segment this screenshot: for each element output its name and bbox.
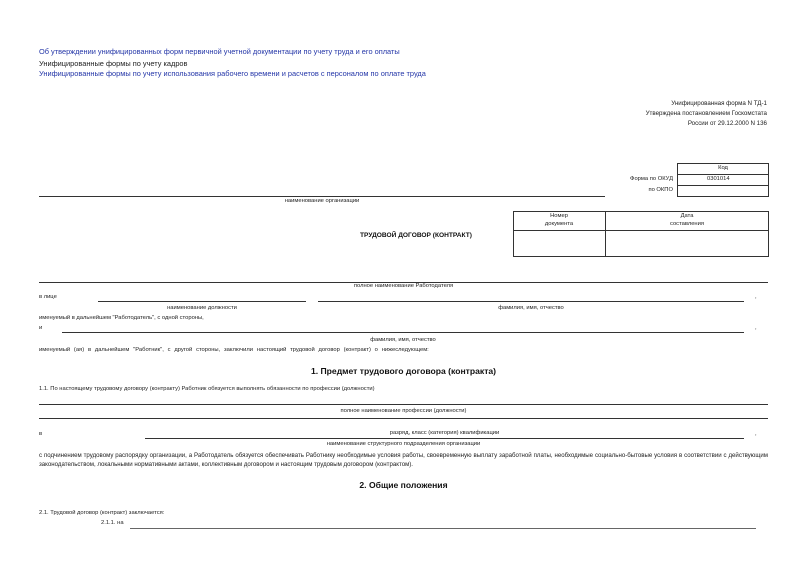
referred-worker: именуемый (ая) в дальнейшем "Работник", с другой стороны, заключили настоящий трудовой договор (контракт) о нижеследующем: — [39, 347, 429, 353]
unit-caption: наименование структурного подразделения организации — [326, 441, 481, 447]
obligations-paragraph: с подчинением трудовому распорядку организации, а Работодатель обязуется обеспечивать Работнику необходимые условия работы, своевременную выплату заработной платы, необходимые социально-бытовые условия в соответствии с действующим законодательством, локальными нормативными актами, коллективным договором и настоящим трудовым договором (контрактом). — [39, 452, 768, 468]
term-field[interactable] — [130, 528, 756, 529]
referred-employer: именуемый в дальнейшем "Работодатель", с одной стороны, — [39, 315, 204, 321]
profession-field-1[interactable] — [39, 404, 768, 405]
rank-caption: разряд, класс (категория) квалификации — [389, 430, 500, 436]
comma-3: , — [755, 431, 757, 437]
link-worktime-forms[interactable]: Унифицированные формы по учету использования рабочего времени и расчетов с персоналом по оплате труда — [39, 69, 426, 78]
rep-name-caption: фамилия, имя, отчество — [498, 305, 564, 311]
worker-name-caption: фамилия, имя, отчество — [370, 337, 436, 343]
section-1-heading: 1. Предмет трудового договора (контракта) — [310, 366, 497, 376]
doc-number-cell[interactable] — [514, 232, 604, 256]
position-field[interactable] — [98, 301, 306, 302]
in-label: в — [39, 431, 43, 437]
doc-date-header-2: составления — [669, 221, 705, 227]
position-caption: наименование должности — [167, 305, 237, 311]
okud-label: Форма по ОКУД — [630, 176, 673, 182]
approval-date: России от 29.12.2000 N 136 — [687, 120, 767, 127]
okpo-label: по ОКПО — [648, 187, 673, 193]
org-field[interactable] — [39, 196, 605, 197]
item-2-1: 2.1. Трудовой договор (контракт) заключается: — [39, 510, 165, 516]
okud-value: 0301014 — [707, 176, 730, 182]
item-2-1-1: 2.1.1. на — [101, 520, 124, 526]
approval-line: Утверждена постановлением Госкомстата — [645, 110, 767, 117]
in-person-label: в лице — [39, 294, 57, 300]
link-hr-forms[interactable]: Унифицированные формы по учету кадров — [39, 59, 188, 68]
doc-number-header-2: документа — [544, 221, 574, 227]
doc-number-header: Номер — [550, 213, 568, 219]
profession-caption: полное наименование профессии (должности) — [340, 408, 467, 414]
link-approval-forms[interactable]: Об утверждении унифицированных форм первичной учетной документации по учету труда и его оплаты — [39, 47, 400, 56]
section-2-heading: 2. Общие положения — [359, 480, 448, 490]
comma-2: , — [755, 325, 757, 331]
rep-name-field[interactable] — [318, 301, 744, 302]
item-1-1: 1.1. По настоящему трудовому договору (контракту) Работник обязуется выполнять обязанности по профессии (должности) — [39, 386, 375, 392]
worker-name-field[interactable] — [62, 332, 744, 333]
org-caption: наименование организации — [284, 198, 360, 204]
contract-title: ТРУДОВОЙ ДОГОВОР (КОНТРАКТ) — [360, 232, 472, 239]
rank-field[interactable] — [145, 438, 744, 439]
code-header: Код — [718, 165, 728, 171]
profession-field-2[interactable] — [39, 418, 768, 419]
doc-date-cell[interactable] — [606, 232, 768, 256]
employer-caption: полное наименование Работодателя — [353, 283, 454, 289]
doc-date-header: Дата — [680, 213, 694, 219]
form-number: Унифицированная форма N ТД-1 — [671, 100, 767, 107]
comma: , — [755, 294, 757, 300]
and-label: и — [39, 325, 43, 331]
